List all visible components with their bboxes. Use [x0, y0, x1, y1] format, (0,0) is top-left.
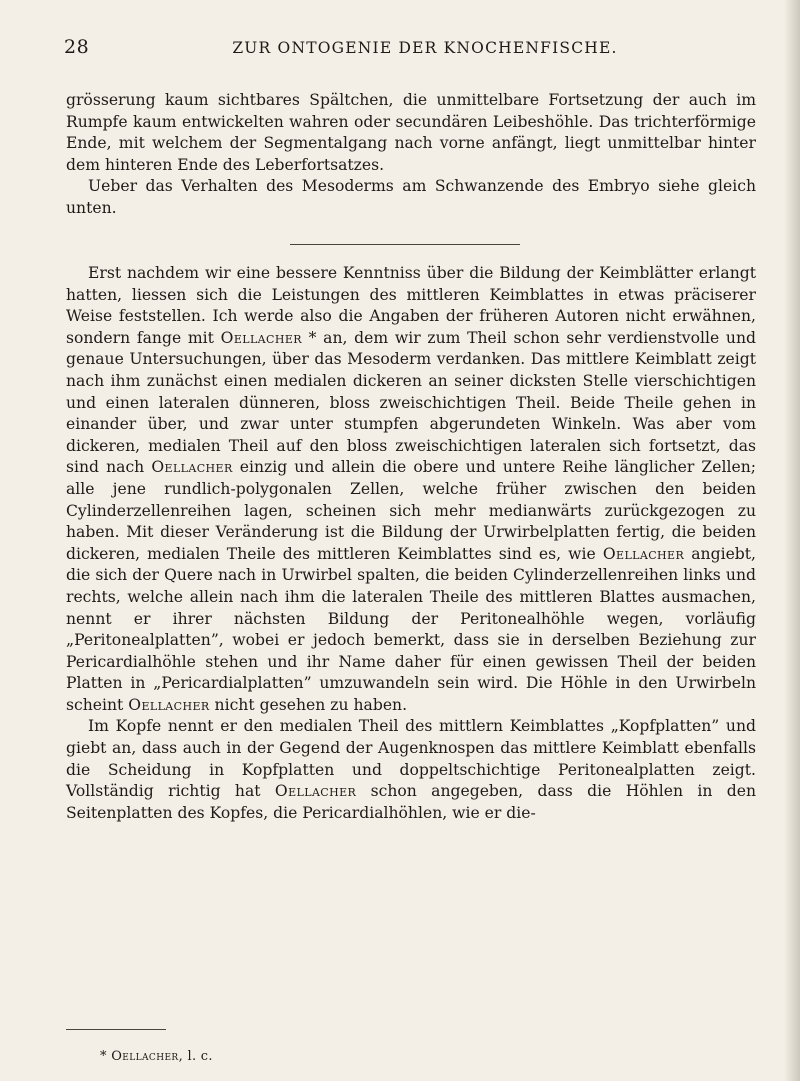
section-divider — [290, 244, 520, 245]
paragraph: Ueber das Verhalten des Mesoderms am Schwanzende des Embryo siehe gleich unten. — [66, 177, 756, 217]
author-name: Oellacher — [151, 458, 233, 477]
page-number: 28 — [64, 36, 90, 58]
text-segment: Im Kopfe nennt er den medialen Theil des mittlern Keimblattes „Kopfplatten” und giebt an, dass auch in der Gegend der Augenknospen das mittlere Keimblatt ebenfalls die Scheidung in Kopfplatten und doppeltschichtige Peritonealplatten zeigt. Vollständig richtig hat — [66, 717, 756, 801]
text-segment: angiebt, die sich der Quere nach in Urwirbel spalten, die beiden Cylinderzellenreihen links und rechts, welche allein nach ihm die lateralen Theile des mittleren Blattes ausmachen, nennt er ihrer nächsten Bildung der Peritonealhöhle wegen, vorläufig „Peritonealplatten”, wobei er jedoch bemerkt, dass sie in derselben Beziehung zur Pericardialhöhle stehen und ihr Name daher für einen gewissen Theil der beiden Platten in „Pericardialplatten” umzuwandeln sein wird. Die Höhle in den Urwirbeln scheint — [66, 544, 756, 714]
footnote — [100, 1049, 213, 1064]
paragraph — [66, 263, 756, 716]
paragraph: grösserung kaum sichtbares Spältchen, die unmittelbare Fortsetzung der auch im Rumpfe kaum entwickelten wahren oder secundären Leibeshöhle. Das trichterförmige Ende, mit welchem der Segmentalgang nach vorne anfängt, liegt unmittelbar hinter dem hinteren Ende des Leberfortsatzes. — [66, 91, 756, 174]
text-segment: Erst nachdem wir eine bessere Kenntniss über die Bildung der Keimblätter erlangt hatten, liessen sich die Leistungen des mittleren Keimblattes in etwas präciserer Weise feststellen. Ich werde also die Angaben der früheren Autoren nicht erwähnen, sondern fange mit — [66, 264, 756, 347]
text-segment: nicht gesehen zu haben. — [209, 695, 408, 714]
text-segment: * an, dem wir zum Theil schon sehr verdienstvolle und genaue Untersuchungen, über das Mesoderm verdanken. Das mittlere Keimblatt zeigt nach ihm zunächst einen medialen dickeren an seiner dicksten Stelle vierschichtigen und einen lateralen dünneren, bloss zweischichtigen Theil. Beide Theile gehen in einander über, und zwar unter stumpfen abgerundeten Winkeln. Was aber vom dickeren, medialen Theil auf den bloss zweischichtigen lateralen sich fortsetzt, das sind nach — [66, 328, 756, 477]
footnote-divider — [66, 1029, 166, 1030]
text-block-top — [66, 90, 756, 220]
author-name: Oellacher — [128, 695, 210, 714]
author-name: Oellacher — [220, 328, 302, 347]
text-segment: einzig und allein die obere und untere Reihe länglicher Zellen; alle jene rundlich-polygonalen Zellen, welche früher zwischen den beiden Cylinderzellenreihen lagen, scheinen sich mehr medianwärts zurückgezogen zu haben. Mit dieser Veränderung ist die Bildung der Urwirbelplatten fertig, die beiden dickeren, medialen Theile des mittleren Keimblattes sind es, wie — [66, 458, 756, 563]
footnote-author: Oellacher — [111, 1049, 179, 1064]
running-title: ZUR ONTOGENIE DER KNOCHENFISCHE. — [232, 39, 618, 57]
paragraph — [66, 716, 756, 824]
author-name: Oellacher — [602, 544, 685, 563]
footnote-reference: , l. c. — [178, 1049, 213, 1064]
text-segment: schon angegeben, dass die Höhlen in den Seitenplatten des Kopfes, die Pericardialhöhlen, wie er die- — [66, 782, 756, 822]
author-name: Oellacher — [274, 782, 357, 801]
page-header — [60, 36, 760, 66]
text-block-main — [66, 263, 756, 824]
footnote-marker: * — [100, 1049, 107, 1064]
page-edge-shadow — [784, 0, 800, 1081]
